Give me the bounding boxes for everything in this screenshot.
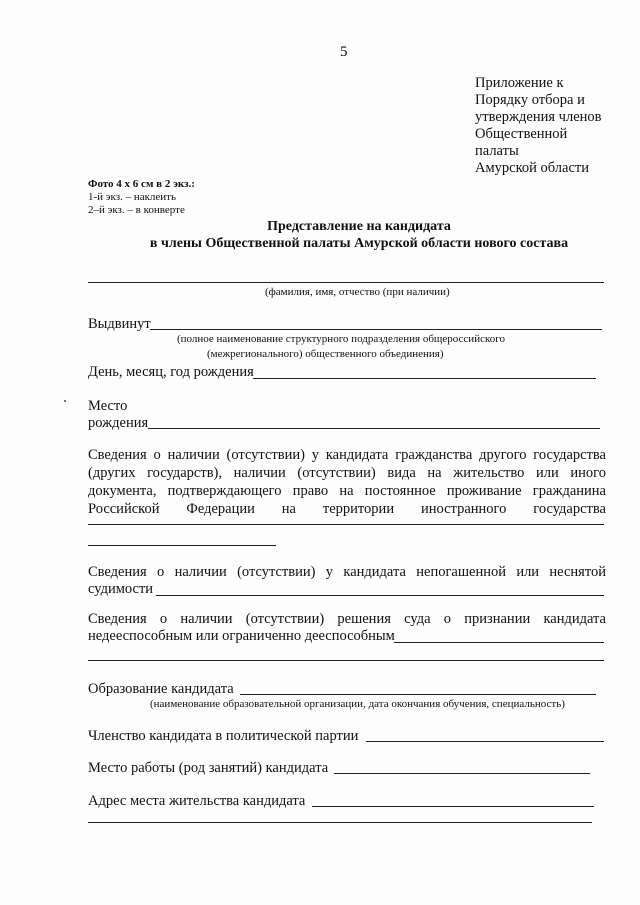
incapacity-input-line[interactable] — [394, 642, 604, 643]
birth-place-label: Место — [88, 398, 128, 414]
document-title-line-1: Представление на кандидата — [267, 219, 451, 234]
appendix-line: палаты — [475, 143, 519, 159]
appendix-line: Общественной — [475, 126, 568, 142]
address-input-line[interactable] — [312, 806, 594, 807]
birth-date-label: День, месяц, год рождения — [88, 364, 254, 380]
photo-note-line: 2–й экз. – в конверте — [88, 204, 185, 216]
conviction-line: судимости — [88, 581, 154, 597]
appendix-line: Амурской области — [475, 160, 589, 176]
citizenship-line: (других государств), наличии (отсутствии) вида на жительство или иного — [88, 465, 606, 481]
photo-note-heading: Фото 4 x 6 см в 2 экз.: — [88, 178, 195, 190]
fio-caption: (фамилия, имя, отчество (при наличии) — [265, 286, 450, 298]
conviction-text — [88, 563, 606, 581]
birth-date-input-line[interactable] — [253, 378, 596, 379]
education-caption: (наименование образовательной организации, дата окончания обучения, специальность) — [150, 698, 565, 710]
incapacity-line: Сведения о наличии (отсутствии) решения суда о признании кандидата — [88, 611, 606, 627]
conviction-line: Сведения о наличии (отсутствии) у кандидата непогашенной или неснятой — [88, 564, 606, 580]
photo-note-line: 1-й экз. – наклеить — [88, 191, 177, 203]
address-label: Адрес места жительства кандидата — [88, 793, 306, 809]
appendix-line: утверждения членов — [475, 109, 602, 125]
nominated-caption: (полное наименование структурного подразделения общероссийского — [177, 333, 505, 345]
appendix-note — [475, 75, 602, 177]
nominated-label: Выдвинут — [88, 316, 151, 332]
document-title-line-2: в члены Общественной палаты Амурской области нового состава — [149, 236, 569, 251]
citizenship-input-line-2[interactable] — [88, 545, 276, 546]
page-number: 5 — [340, 44, 348, 60]
work-input-line[interactable] — [334, 773, 590, 774]
citizenship-line: Сведения о наличии (отсутствии) у кандидата гражданства другого государства — [88, 447, 606, 463]
appendix-line: Приложение к — [475, 75, 564, 91]
birth-place-label: рождения — [88, 415, 149, 431]
fio-input-line[interactable] — [88, 282, 604, 283]
citizenship-input-line[interactable] — [88, 524, 604, 525]
citizenship-line: Российской Федерации на территории иностранного государства — [88, 501, 606, 517]
party-input-line[interactable] — [366, 741, 604, 742]
party-label: Членство кандидата в политической партии — [88, 728, 359, 744]
birth-place-input-line[interactable] — [148, 428, 600, 429]
incapacity-text — [88, 610, 606, 628]
citizenship-text — [88, 446, 606, 518]
citizenship-line: документа, подтверждающего право на постоянное проживание гражданина — [88, 483, 606, 499]
conviction-input-line[interactable] — [156, 595, 604, 596]
incapacity-input-line-2[interactable] — [88, 660, 604, 661]
work-label: Место работы (род занятий) кандидата — [88, 760, 329, 776]
nominated-caption: (межрегионального) общественного объединения) — [207, 348, 444, 360]
incapacity-line: недееспособным или ограниченно дееспособным — [88, 628, 395, 644]
education-label: Образование кандидата — [88, 681, 234, 697]
address-input-line-2[interactable] — [88, 822, 592, 823]
appendix-line: Порядку отбора и — [475, 92, 585, 108]
nominated-input-line[interactable] — [150, 329, 602, 330]
photo-note — [88, 178, 195, 217]
education-input-line[interactable] — [240, 694, 596, 695]
scan-speck — [64, 400, 66, 402]
